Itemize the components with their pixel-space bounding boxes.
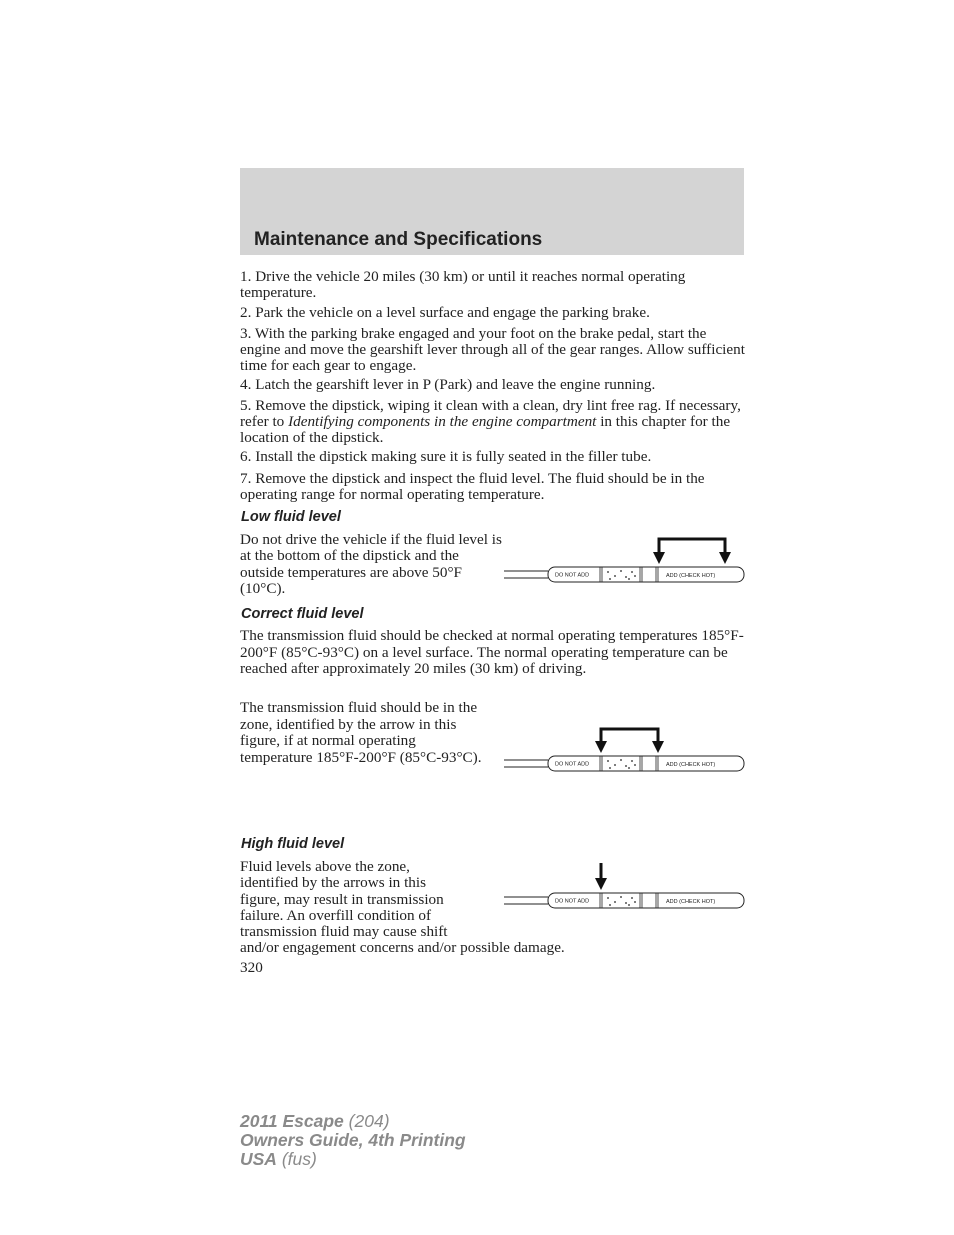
page-number: 320 <box>240 959 263 976</box>
step-1: 1. Drive the vehicle 20 miles (30 km) or until it reaches normal operating temperature. <box>240 268 686 301</box>
correct-fluid-text: The transmission fluid should be checked at normal operating temperatures 185°F-200°F (85°C-93°C) on a level surface. The normal operating temperature can be reached after approximately 20 miles (30 km) of driving. <box>240 627 744 677</box>
footer-model: 2011 Escape <box>240 1111 344 1131</box>
high-fluid-text-line: transmission fluid may cause shift <box>240 923 448 941</box>
step-7: 7. Remove the dipstick and inspect the fluid level. The fluid should be in the operating range for normal operating temperature. <box>240 470 705 503</box>
document-footer <box>240 1112 466 1169</box>
correct-fluid-zone-text: The transmission fluid should be in the zone, identified by the arrow in this figure, if at normal operating temperature 185°F-200°F (85°C-93°C). <box>240 699 482 766</box>
high-fluid-text-line: figure, may result in transmission <box>240 890 444 908</box>
footer-market-code: (fus) <box>281 1149 317 1169</box>
step-2: 2. Park the vehicle on a level surface and engage the parking brake. <box>240 304 650 321</box>
step-4: 4. Latch the gearshift lever in P (Park) and leave the engine running. <box>240 376 656 393</box>
high-level-dipstick-diagram <box>500 862 750 914</box>
section-header <box>240 168 744 255</box>
add-check-hot-label: ADD (CHECK HOT) <box>666 573 716 579</box>
add-check-hot-label: ADD (CHECK HOT) <box>666 762 716 768</box>
footer-guide-line <box>240 1131 466 1150</box>
high-fluid-text-line: Fluid levels above the zone, <box>240 858 410 875</box>
step-5 <box>240 398 746 445</box>
low-fluid-text: Do not drive the vehicle if the fluid level is at the bottom of the dipstick and the outside temperatures are above 50°F (10°C). <box>240 531 502 598</box>
do-not-add-label: DO NOT ADD <box>555 761 590 768</box>
high-fluid-text-line: identified by the arrows in this <box>240 874 427 892</box>
step-5-reference: Identifying components in the engine compartment <box>288 412 597 430</box>
high-fluid-heading: High fluid level <box>241 836 345 852</box>
footer-model-code: (204) <box>348 1111 390 1131</box>
correct-level-dipstick-diagram <box>500 725 750 777</box>
correct-fluid-heading: Correct fluid level <box>241 606 364 622</box>
do-not-add-label: DO NOT ADD <box>555 898 590 905</box>
footer-guide: Owners Guide, 4th Printing <box>240 1130 466 1150</box>
high-fluid-text-line: and/or engagement concerns and/or possible damage. <box>240 939 565 957</box>
footer-market: USA <box>240 1149 277 1169</box>
do-not-add-label: DO NOT ADD <box>555 572 590 579</box>
footer-model-line <box>240 1112 466 1131</box>
add-check-hot-label: ADD (CHECK HOT) <box>666 899 716 905</box>
low-level-dipstick-diagram <box>500 535 750 587</box>
step-5-text: 5. Remove the dipstick, wiping it clean with a clean, dry lint free rag. If necessary, refer to <box>240 397 741 430</box>
section-title: Maintenance and Specifications <box>254 229 543 250</box>
high-fluid-text-line: failure. An overfill condition of <box>240 906 432 924</box>
step-3: 3. With the parking brake engaged and your foot on the brake pedal, start the engine and move the gearshift lever through all of the gear ranges. Allow sufficient time for each gear to engage. <box>240 325 745 374</box>
step-6: 6. Install the dipstick making sure it is fully seated in the filler tube. <box>240 448 652 465</box>
step-5-text-end: in this chapter for the location of the dipstick. <box>240 412 731 446</box>
footer-market-line <box>240 1150 466 1169</box>
low-fluid-heading: Low fluid level <box>241 509 341 525</box>
